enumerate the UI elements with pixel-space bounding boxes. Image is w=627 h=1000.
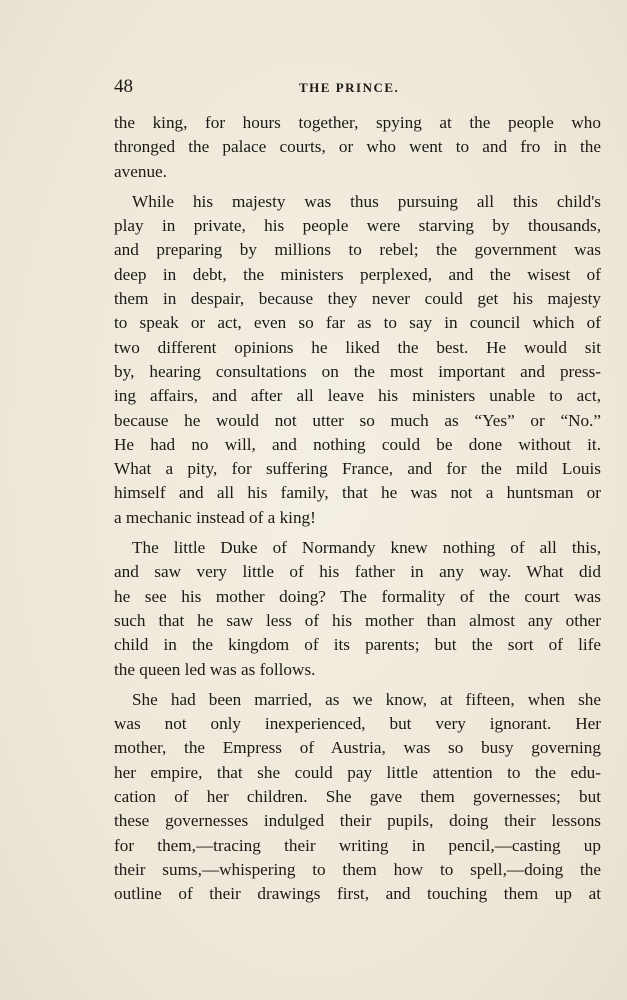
text-line: deep in debt, the ministers perplexed, and the wisest of (114, 264, 601, 284)
page-header (114, 76, 601, 100)
text-line: avenue. (114, 161, 167, 181)
text-line: by, hearing consultations on the most important and press- (114, 361, 601, 381)
text-line: child in the kingdom of its parents; but the sort of life (114, 635, 601, 655)
text-line: two different opinions he liked the best. He would sit (114, 337, 601, 357)
text-line: was not only inexperienced, but very ignorant. Her (114, 714, 601, 734)
text-line: their sums,—whispering to them how to spell,—doing the (114, 859, 601, 879)
body-text (114, 111, 601, 913)
text-line: a mechanic instead of a king! (114, 507, 316, 527)
text-line: The little Duke of Normandy knew nothing of all this, (132, 538, 601, 558)
text-line: outline of their drawings first, and touching them up at (114, 884, 601, 904)
paragraph (114, 190, 601, 530)
text-line: and preparing by millions to rebel; the government was (114, 240, 601, 260)
text-line: her empire, that she could pay little attention to the edu- (114, 762, 601, 782)
text-line: and saw very little of his father in any way. What did (114, 562, 601, 582)
text-line: them in despair, because they never could get his majesty (114, 289, 601, 309)
text-line: himself and all his family, that he was not a huntsman or (114, 483, 601, 503)
text-line: he see his mother doing? The formality of the court was (114, 586, 601, 606)
text-line: these governesses indulged their pupils, doing their lessons (114, 811, 601, 831)
text-line: mother, the Empress of Austria, was so busy governing (114, 738, 601, 758)
paragraph (114, 111, 601, 184)
text-line: He had no will, and nothing could be done without it. (114, 434, 601, 454)
text-line: play in private, his people were starving by thousands, (114, 216, 601, 236)
paragraph (114, 688, 601, 907)
text-line: What a pity, for suffering France, and for the mild Louis (114, 459, 601, 479)
text-line: to speak or act, even so far as to say in council which of (114, 313, 601, 333)
text-line: cation of her children. She gave them governesses; but (114, 787, 601, 807)
text-line: the queen led was as follows. (114, 659, 316, 679)
text-line: the king, for hours together, spying at the people who (114, 113, 601, 132)
text-line: She had been married, as we know, at fifteen, when she (132, 689, 601, 709)
text-line: because he would not utter so much as “Yes” or “No.” (114, 410, 601, 430)
text-line: for them,—tracing their writing in pencil,—casting up (114, 835, 601, 855)
paragraph (114, 536, 601, 682)
text-line: While his majesty was thus pursuing all this child's (132, 191, 601, 211)
text-line: such that he saw less of his mother than almost any other (114, 610, 601, 630)
text-line: thronged the palace courts, or who went to and fro in the (114, 137, 601, 157)
running-head: THE PRINCE. (299, 80, 400, 95)
page-number: 48 (114, 76, 133, 97)
text-line: ing affairs, and after all leave his ministers unable to act, (114, 386, 601, 406)
